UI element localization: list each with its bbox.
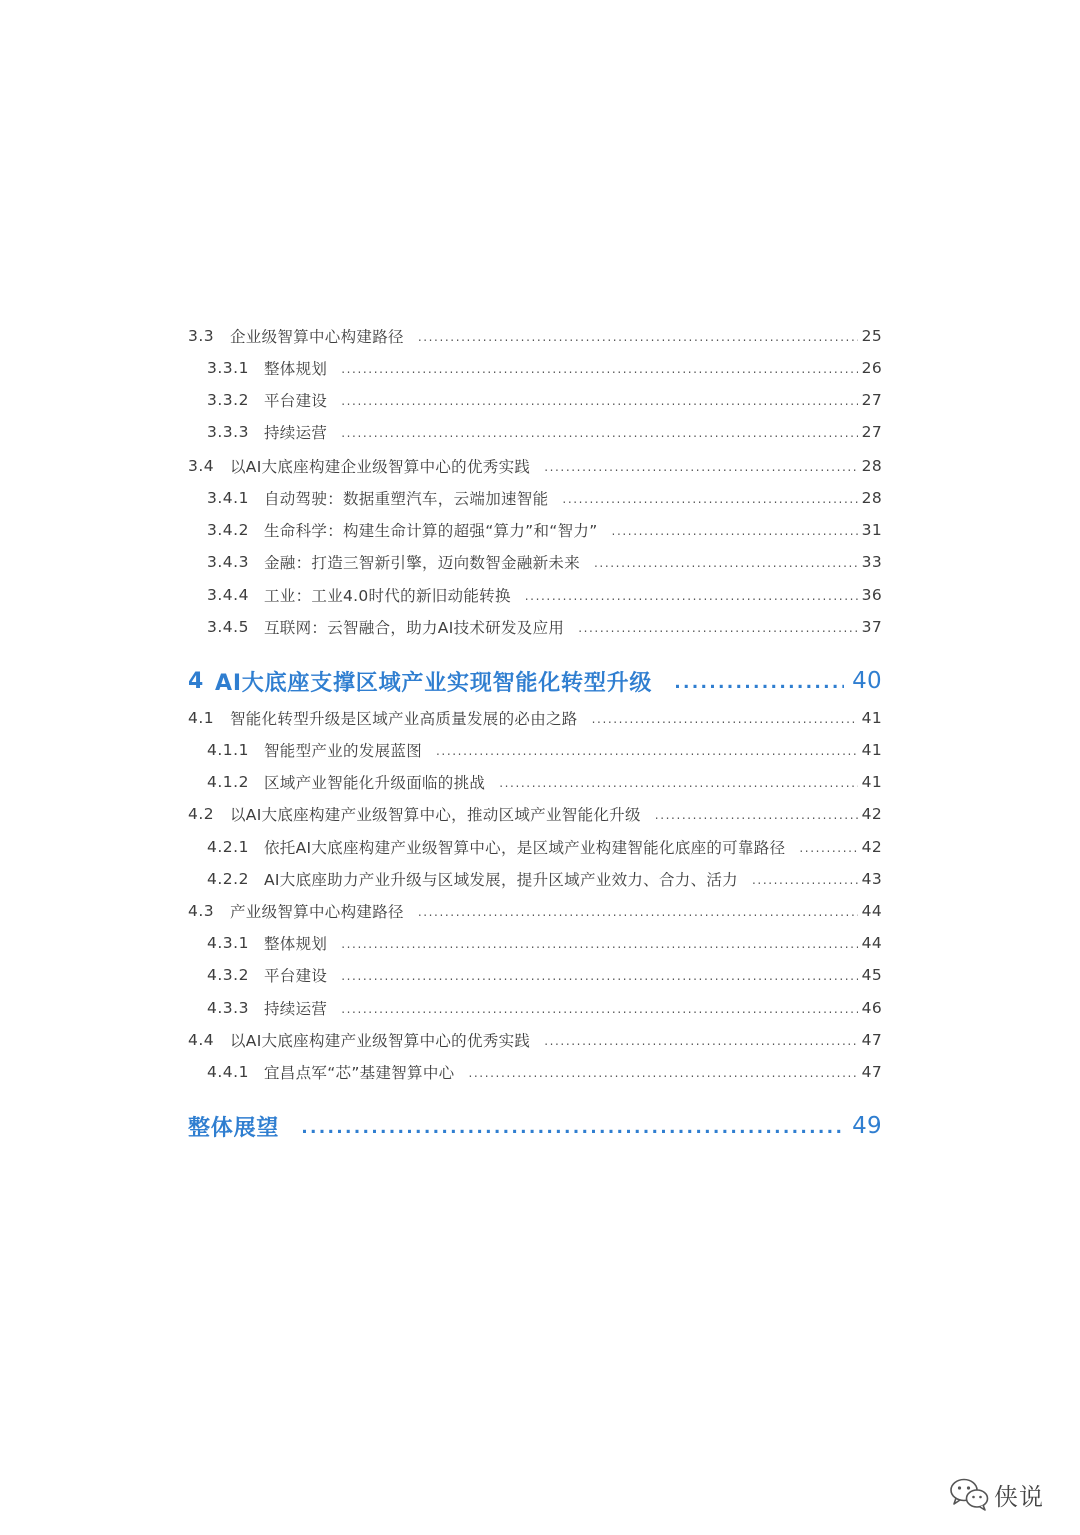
toc-leader-dots (341, 394, 857, 408)
toc-leader-dots (341, 1002, 857, 1016)
toc-number: 3.4.3 (207, 553, 249, 571)
toc-number: 3.4.2 (207, 521, 249, 539)
toc-title: 金融：打造三智新引擎，迈向数智金融新未来 (264, 554, 581, 572)
wechat-watermark (948, 1474, 1052, 1514)
toc-page-number: 41 (861, 773, 882, 791)
toc-entry[interactable] (207, 864, 882, 894)
toc-number: 3.3 (188, 327, 215, 345)
toc-page-number: 31 (861, 521, 882, 539)
toc-number: 4.1 (188, 709, 215, 727)
toc-entry[interactable] (207, 735, 882, 765)
toc-page-number: 40 (852, 668, 882, 694)
toc-entry[interactable] (207, 580, 882, 610)
toc-entry[interactable] (207, 547, 882, 577)
toc-title: 平台建设 (264, 967, 328, 985)
toc-leader-dots (544, 460, 857, 474)
toc-page-number: 26 (861, 359, 882, 377)
toc-leader-dots (752, 873, 858, 887)
toc-title: 整体规划 (264, 935, 328, 953)
toc-number: 4.1.1 (207, 741, 249, 759)
toc-page-number: 49 (852, 1113, 882, 1139)
toc-leader-dots (525, 589, 858, 603)
toc-chapter-number: 4 (188, 668, 204, 694)
toc-title: 自动驾驶：数据重塑汽车，云端加速智能 (264, 490, 549, 508)
toc-page-number: 42 (861, 805, 882, 823)
toc-title: 区域产业智能化升级面临的挑战 (264, 774, 486, 792)
toc-leader-dots (341, 362, 857, 376)
toc-entry[interactable] (207, 767, 882, 797)
toc-title: 以AI大底座构建产业级智算中心，推动区域产业智能化升级 (230, 806, 641, 824)
toc-number: 3.3.3 (207, 423, 249, 441)
toc-page-number: 45 (861, 966, 882, 984)
toc-leader-dots (436, 744, 858, 758)
toc-title: 持续运营 (264, 1000, 328, 1018)
toc-page-number: 42 (861, 838, 882, 856)
toc-entry[interactable] (207, 1057, 882, 1087)
toc-leader-dots (594, 556, 858, 570)
toc-page-number: 37 (861, 618, 882, 636)
toc-page-number: 43 (861, 870, 882, 888)
toc-entry[interactable] (188, 1025, 882, 1055)
toc-leader-dots (341, 426, 857, 440)
toc-title: 互联网：云智融合，助力AI技术研发及应用 (264, 619, 565, 637)
toc-page-number: 36 (861, 586, 882, 604)
toc-number: 3.3.1 (207, 359, 249, 377)
toc-number: 4.1.2 (207, 773, 249, 791)
toc-entry[interactable] (207, 385, 882, 415)
toc-leader-dots (799, 841, 857, 855)
toc-title: 整体规划 (264, 360, 328, 378)
toc-number: 4.2.2 (207, 870, 249, 888)
toc-leader-dots (562, 492, 857, 506)
toc-entry[interactable] (207, 417, 882, 447)
toc-page-number: 33 (861, 553, 882, 571)
toc-page-number: 44 (861, 902, 882, 920)
toc-entry[interactable] (188, 451, 882, 481)
toc-leader-dots (418, 330, 858, 344)
toc-title: 工业：工业4.0时代的新旧动能转换 (264, 587, 511, 605)
toc-page-number: 44 (861, 934, 882, 952)
toc-page-number: 28 (861, 489, 882, 507)
toc-entry[interactable] (207, 483, 882, 513)
toc-entry[interactable] (188, 703, 882, 733)
toc-leader-dots (612, 524, 858, 538)
toc-page-number: 25 (861, 327, 882, 345)
toc-leader-dots (499, 776, 857, 790)
toc-chapter-entry[interactable] (188, 661, 882, 701)
toc-page-number: 27 (861, 423, 882, 441)
watermark-text: 侠说 (994, 1482, 1044, 1511)
toc-leader-dots (578, 621, 857, 635)
toc-entry[interactable] (188, 799, 882, 829)
toc-leader-dots (341, 937, 857, 951)
toc-page-number: 47 (861, 1031, 882, 1049)
toc-leader-dots (592, 712, 858, 726)
toc-title: 产业级智算中心构建路径 (230, 903, 404, 921)
toc-entry[interactable] (207, 612, 882, 642)
toc-page-number: 28 (861, 457, 882, 475)
toc-title: 宜昌点军“芯”基建智算中心 (264, 1064, 455, 1082)
toc-leader-dots (341, 969, 857, 983)
toc-page-number: 41 (861, 709, 882, 727)
toc-entry[interactable] (188, 321, 882, 351)
toc-page-number: 46 (861, 999, 882, 1017)
toc-title: 以AI大底座构建产业级智算中心的优秀实践 (230, 1032, 531, 1050)
toc-page-number: 47 (861, 1063, 882, 1081)
toc-number: 3.4.4 (207, 586, 249, 604)
toc-entry[interactable] (207, 832, 882, 862)
toc-title: 企业级智算中心构建路径 (230, 328, 404, 346)
toc-leader-dots (301, 1118, 844, 1138)
wechat-icon (948, 1476, 990, 1512)
toc-number: 4.3.3 (207, 999, 249, 1017)
toc-leader-dots (418, 905, 858, 919)
toc-leader-dots (655, 808, 858, 822)
toc-title: 持续运营 (264, 424, 328, 442)
toc-number: 3.4.5 (207, 618, 249, 636)
toc-entry[interactable] (188, 896, 882, 926)
toc-entry[interactable] (207, 960, 882, 990)
toc-number: 4.2 (188, 805, 215, 823)
toc-number: 3.4 (188, 457, 215, 475)
toc-title: 生命科学：构建生命计算的超强“算力”和“智力” (264, 522, 598, 540)
toc-number: 3.3.2 (207, 391, 249, 409)
toc-entry[interactable] (207, 515, 882, 545)
toc-entry[interactable] (207, 928, 882, 958)
toc-chapter-title: AI大底座支撑区域产业实现智能化转型升级 (215, 670, 653, 696)
toc-entry[interactable] (207, 993, 882, 1023)
toc-chapter-entry[interactable] (188, 1106, 882, 1146)
toc-number: 4.4 (188, 1031, 215, 1049)
toc-title: 智能型产业的发展蓝图 (264, 742, 423, 760)
toc-title: 依托AI大底座构建产业级智算中心，是区域产业构建智能化底座的可靠路径 (264, 839, 786, 857)
toc-title: 智能化转型升级是区域产业高质量发展的必由之路 (230, 710, 578, 728)
toc-leader-dots (674, 673, 844, 693)
toc-number: 4.4.1 (207, 1063, 249, 1081)
toc-title: 平台建设 (264, 392, 328, 410)
toc-leader-dots (468, 1066, 857, 1080)
toc-number: 4.3.2 (207, 966, 249, 984)
toc-number: 4.2.1 (207, 838, 249, 856)
toc-page-number: 27 (861, 391, 882, 409)
toc-leader-dots (544, 1034, 857, 1048)
toc-title: 以AI大底座构建企业级智算中心的优秀实践 (230, 458, 531, 476)
toc-chapter-title: 整体展望 (188, 1115, 280, 1141)
toc-number: 4.3.1 (207, 934, 249, 952)
toc-entry[interactable] (207, 353, 882, 383)
toc-number: 3.4.1 (207, 489, 249, 507)
toc-number: 4.3 (188, 902, 215, 920)
toc-page-number: 41 (861, 741, 882, 759)
toc-title: AI大底座助力产业升级与区域发展，提升区域产业效力、合力、活力 (264, 871, 738, 889)
